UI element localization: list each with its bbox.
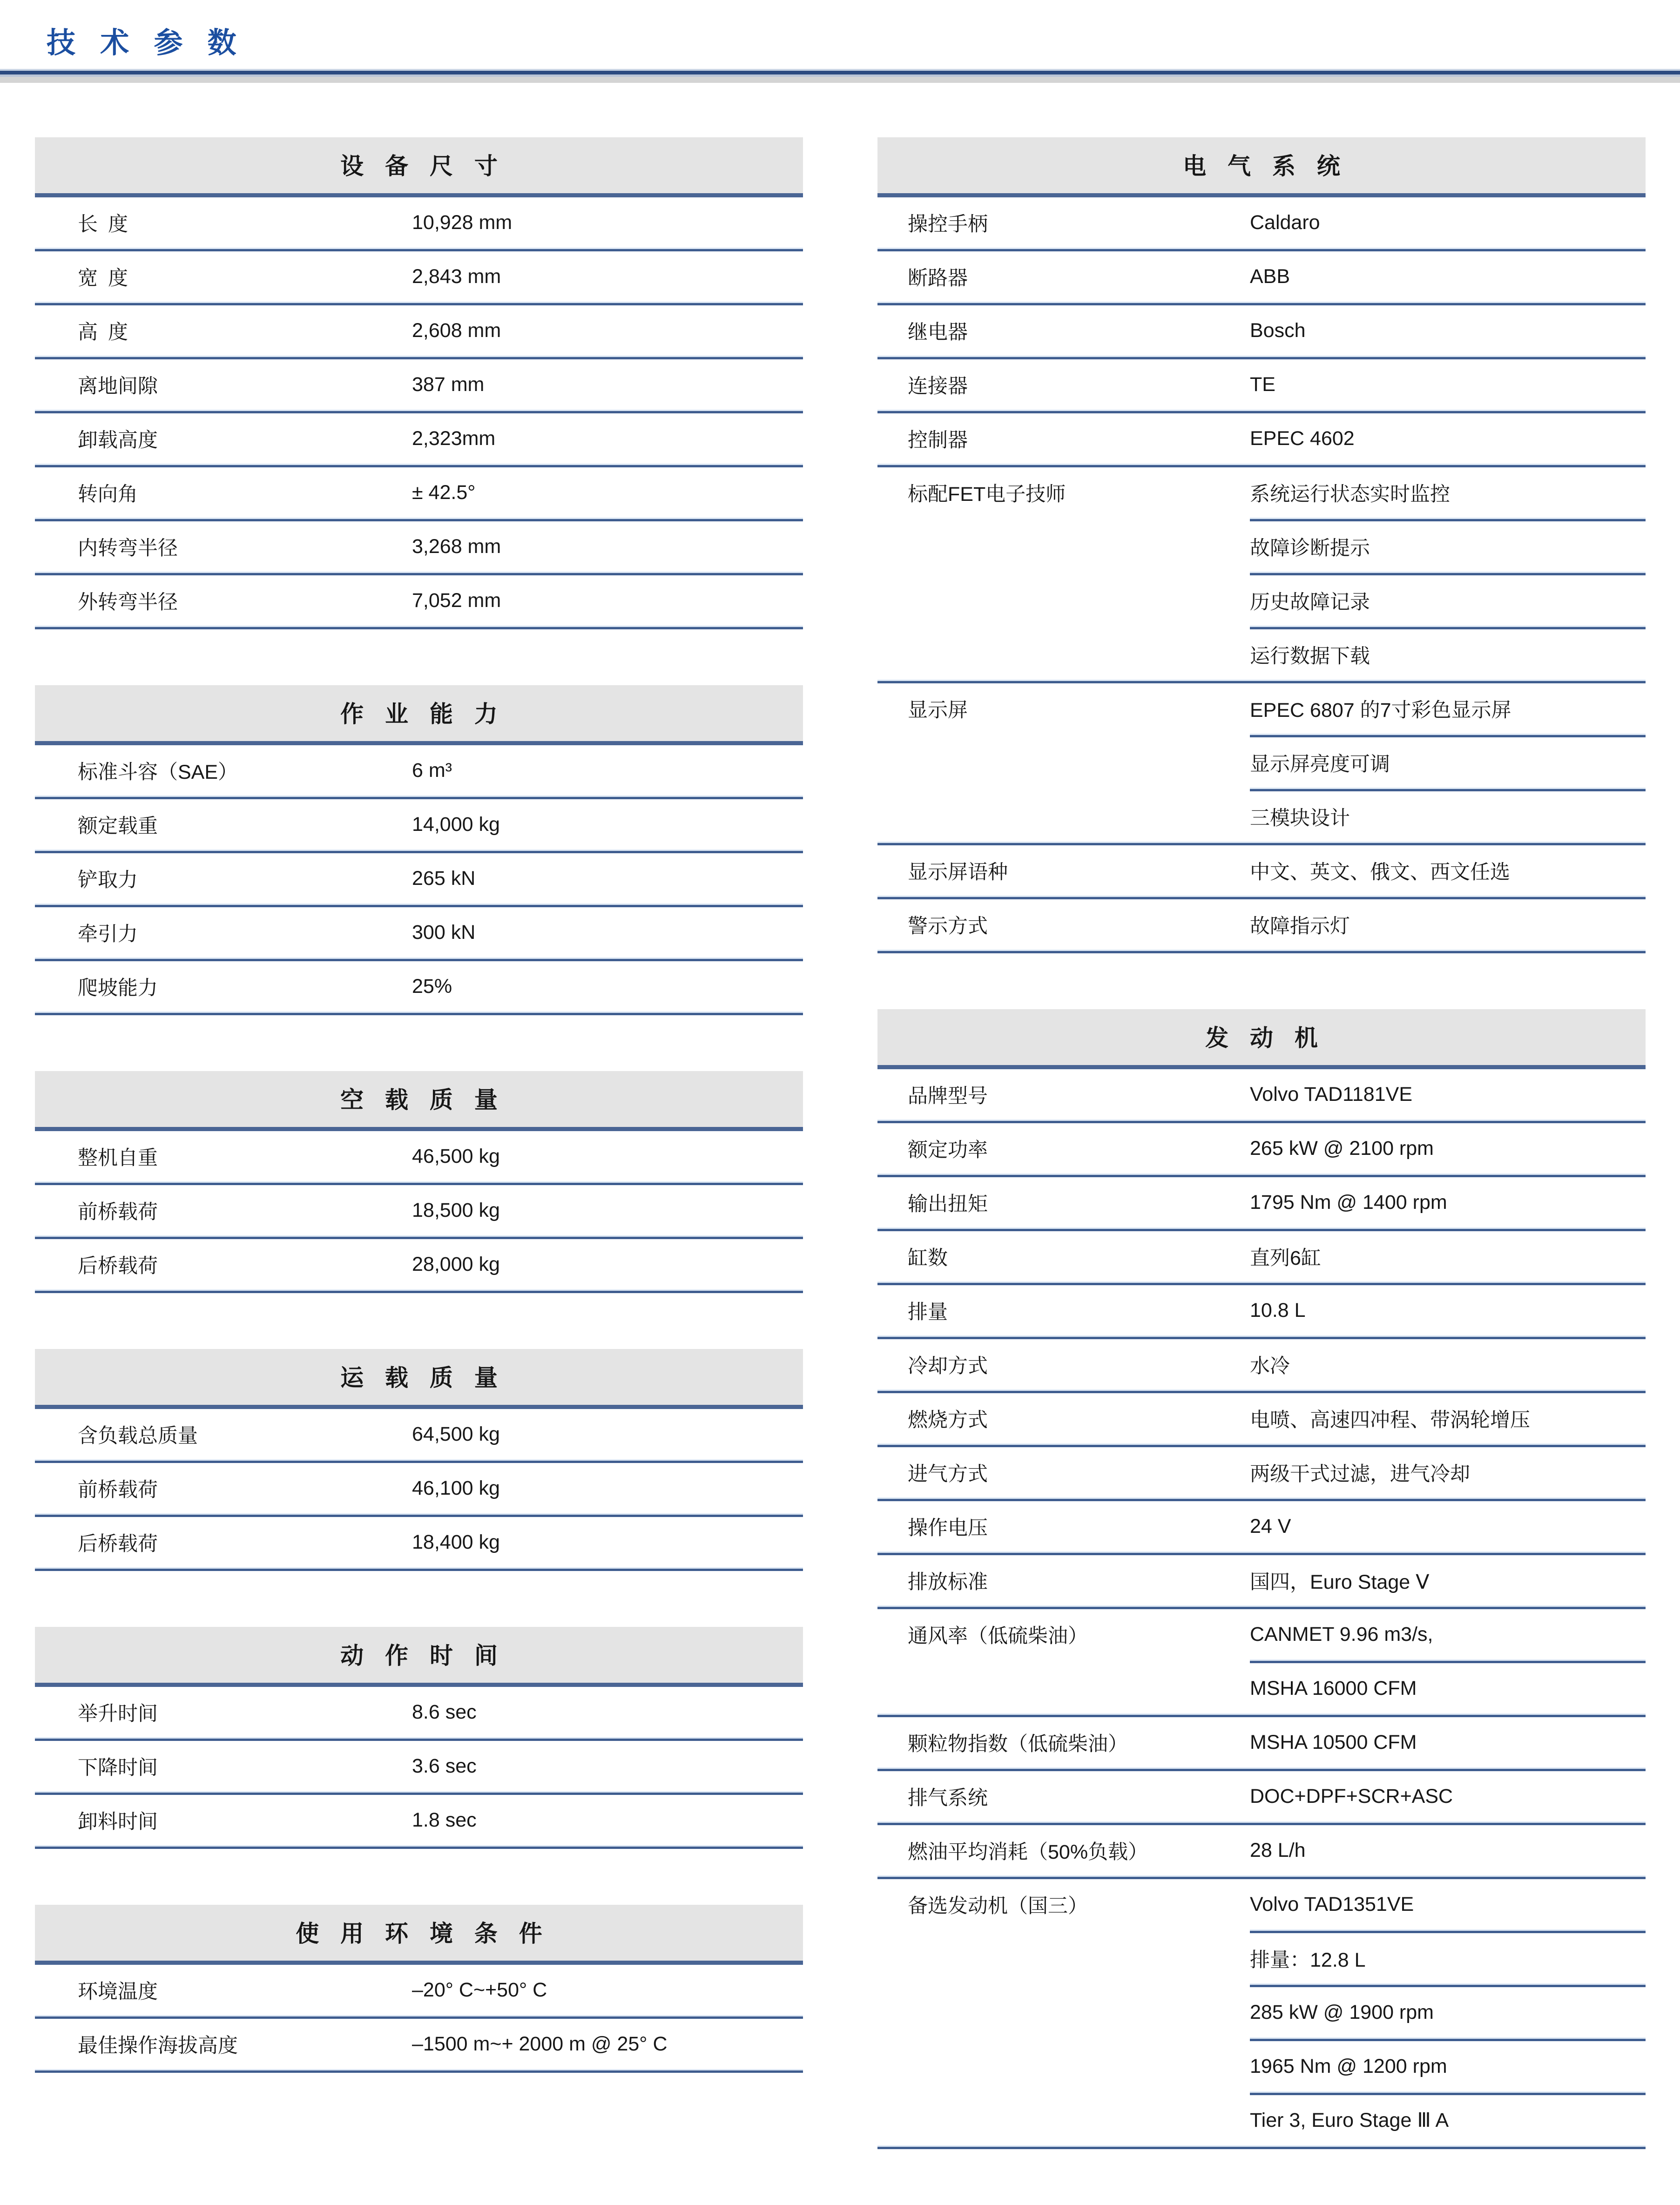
row-label: 燃油平均消耗（50%负载）: [908, 1841, 1148, 1863]
subrow-value: 285 kW @ 1900 rpm: [1250, 2001, 1434, 2023]
row-value: 1795 Nm @ 1400 rpm: [1250, 1191, 1447, 1214]
row-label: 燃烧方式: [908, 1409, 988, 1431]
row-label: 断路器: [908, 267, 968, 290]
section-title: 电 气 系 统: [1183, 153, 1348, 179]
row-value: EPEC 6807 的7寸彩色显示屏: [1250, 699, 1511, 722]
table-row: [877, 899, 1646, 950]
row-value: 3.6 sec: [412, 1754, 477, 1777]
subrow-value: 历史故障记录: [1250, 591, 1370, 614]
row-rule: [877, 896, 1646, 899]
row-value: Volvo TAD1351VE: [1250, 1893, 1414, 1915]
row-rule: [877, 1551, 1646, 1555]
sub-row-rule: [1250, 518, 1646, 521]
section-spacer: [35, 1293, 803, 1349]
row-label: 环境温度: [78, 1980, 158, 2003]
row-label: 转向角: [78, 483, 138, 506]
row-value: 64,500 kg: [412, 1423, 500, 1445]
section-title: 运 载 质 量: [340, 1365, 505, 1391]
page-title: 技 术 参 数: [47, 27, 245, 59]
row-label: 铲取力: [78, 869, 138, 891]
row-value: 系统运行状态实时监控: [1250, 483, 1450, 506]
row-value: 10,928 mm: [412, 211, 513, 234]
row-rule: [877, 1173, 1646, 1177]
table-subrow: [877, 521, 1646, 572]
section-spacer: [35, 1571, 803, 1627]
row-value: MSHA 10500 CFM: [1250, 1731, 1417, 1753]
table-row: [877, 1447, 1646, 1497]
row-label: 最佳操作海拔高度: [78, 2034, 238, 2057]
sub-row-rule: [1250, 1983, 1646, 1987]
table-subrow: [877, 575, 1646, 626]
header-rule: [35, 1405, 803, 1409]
row-value: ± 42.5°: [412, 481, 476, 504]
row-label: 品牌型号: [908, 1085, 988, 1107]
row-label: 连接器: [908, 375, 968, 398]
table-subrow: [877, 2041, 1646, 2091]
row-value: 46,500 kg: [412, 1145, 500, 1167]
row-value: 25%: [412, 975, 452, 998]
subrow-value: Tier 3, Euro Stage Ⅲ A: [1250, 2109, 1449, 2131]
table-row: [35, 799, 803, 850]
row-rule: [35, 1737, 803, 1741]
row-value: Volvo TAD1181VE: [1250, 1083, 1412, 1106]
table-row: [35, 521, 803, 572]
row-rule: [877, 1821, 1646, 1825]
row-value: 18,500 kg: [412, 1199, 500, 1221]
row-value: 6 m³: [412, 759, 452, 782]
row-rule: [877, 1227, 1646, 1231]
row-value: Caldaro: [1250, 211, 1320, 234]
row-label: 爬坡能力: [78, 977, 158, 999]
row-value: 7,052 mm: [412, 589, 501, 612]
right-column: [877, 0, 1646, 2205]
section-header-loaded-mass: [35, 1349, 803, 1405]
row-label: 卸载高度: [78, 429, 158, 452]
table-row: [877, 413, 1646, 464]
table-subrow: [877, 2095, 1646, 2145]
row-rule: [35, 850, 803, 853]
subrow-value: MSHA 16000 CFM: [1250, 1677, 1417, 1699]
row-value: 24 V: [1250, 1515, 1291, 1537]
row-value: –1500 m~+ 2000 m @ 25° C: [412, 2032, 668, 2055]
row-label: 外转弯半径: [78, 591, 178, 614]
row-label: 内转弯半径: [78, 537, 178, 560]
row-rule: [877, 2145, 1646, 2149]
section-spacer: [877, 2149, 1646, 2205]
row-label: 牵引力: [78, 923, 138, 945]
table-subrow: [877, 791, 1646, 842]
row-rule: [877, 1713, 1646, 1717]
table-row: [35, 1131, 803, 1181]
row-label: 后桥载荷: [78, 1254, 158, 1277]
row-value: 10.8 L: [1250, 1299, 1306, 1322]
table-row: [877, 251, 1646, 302]
row-label: 标准斗容（SAE）: [78, 761, 238, 783]
table-row: [35, 745, 803, 796]
row-rule: [35, 1181, 803, 1185]
row-rule: [35, 2015, 803, 2019]
sub-row-rule: [1250, 734, 1646, 737]
table-row: [35, 359, 803, 410]
row-label: 整机自重: [78, 1146, 158, 1169]
table-row: [35, 1239, 803, 1289]
row-value: 46,100 kg: [412, 1477, 500, 1499]
row-rule: [877, 1335, 1646, 1339]
row-label: 显示屏: [908, 699, 968, 722]
row-label: 卸料时间: [78, 1810, 158, 1833]
table-row: [35, 961, 803, 1011]
section-title: 作 业 能 力: [340, 701, 505, 727]
table-row: [35, 1185, 803, 1235]
row-label: 警示方式: [908, 915, 988, 937]
table-row: [877, 1879, 1646, 1929]
row-value: 1.8 sec: [412, 1808, 477, 1831]
row-value: 28,000 kg: [412, 1253, 500, 1275]
row-rule: [877, 1119, 1646, 1123]
row-rule: [35, 1235, 803, 1239]
row-value: DOC+DPF+SCR+ASC: [1250, 1785, 1453, 1807]
row-value: 2,608 mm: [412, 319, 501, 342]
row-value: 2,843 mm: [412, 265, 501, 288]
row-rule: [35, 2069, 803, 2073]
row-label: 宽度: [78, 267, 138, 290]
row-rule: [35, 248, 803, 251]
row-rule: [35, 1567, 803, 1571]
table-row: [35, 197, 803, 248]
section-spacer: [877, 953, 1646, 1009]
row-value: Bosch: [1250, 319, 1306, 342]
row-rule: [35, 464, 803, 467]
header-rule: [35, 741, 803, 745]
table-row: [877, 683, 1646, 734]
row-rule: [877, 248, 1646, 251]
table-row: [877, 197, 1646, 248]
row-label: 后桥载荷: [78, 1532, 158, 1555]
row-rule: [877, 410, 1646, 413]
row-rule: [35, 1289, 803, 1293]
row-value: EPEC 4602: [1250, 427, 1355, 450]
table-row: [877, 1339, 1646, 1389]
table-row: [35, 1687, 803, 1737]
section-working-capacity: [35, 685, 803, 1015]
row-value: 265 kW @ 2100 rpm: [1250, 1137, 1434, 1160]
header-rule: [877, 193, 1646, 197]
table-subrow: [877, 1987, 1646, 2037]
table-row: [877, 1285, 1646, 1335]
section-spacer: [35, 1849, 803, 1905]
table-subrow: [877, 1933, 1646, 1983]
row-rule: [35, 302, 803, 305]
row-value: 2,323mm: [412, 427, 496, 450]
row-label: 举升时间: [78, 1702, 158, 1725]
row-value: 电喷、高速四冲程、带涡轮增压: [1250, 1409, 1530, 1431]
row-value: 3,268 mm: [412, 535, 501, 558]
table-row: [35, 305, 803, 356]
row-label: 操作电压: [908, 1517, 988, 1539]
row-rule: [35, 356, 803, 359]
table-row: [35, 1517, 803, 1567]
sub-row-rule: [1250, 626, 1646, 629]
row-label: 离地间隙: [78, 375, 158, 398]
row-rule: [35, 572, 803, 575]
row-value: CANMET 9.96 m3/s,: [1250, 1623, 1433, 1645]
table-row: [877, 1771, 1646, 1821]
row-label: 高度: [78, 321, 138, 344]
row-label: 冷却方式: [908, 1355, 988, 1377]
sub-row-rule: [1250, 2091, 1646, 2095]
row-label: 额定功率: [908, 1139, 988, 1161]
table-row: [877, 1717, 1646, 1767]
row-rule: [877, 1443, 1646, 1447]
sub-row-rule: [1250, 1929, 1646, 1933]
table-row: [35, 1741, 803, 1791]
row-value: 8.6 sec: [412, 1700, 477, 1723]
row-label: 备选发动机（国三）: [908, 1895, 1088, 1917]
row-value: 387 mm: [412, 373, 485, 396]
table-row: [877, 1231, 1646, 1281]
row-rule: [35, 1459, 803, 1463]
row-label: 前桥载荷: [78, 1200, 158, 1223]
row-rule: [877, 680, 1646, 683]
table-row: [877, 1069, 1646, 1119]
section-electrical-system: [877, 137, 1646, 953]
row-label: 下降时间: [78, 1756, 158, 1779]
row-value: –20° C~+50° C: [412, 1978, 547, 2001]
row-rule: [877, 464, 1646, 467]
row-rule: [35, 1845, 803, 1849]
header-rule: [35, 1127, 803, 1131]
row-value: 故障指示灯: [1250, 915, 1350, 937]
row-label: 前桥载荷: [78, 1478, 158, 1501]
row-label: 控制器: [908, 429, 968, 452]
table-row: [35, 1463, 803, 1513]
row-rule: [35, 626, 803, 629]
table-row: [35, 467, 803, 518]
row-label: 排放标准: [908, 1571, 988, 1593]
row-value: 国四，Euro Stage Ⅴ: [1250, 1571, 1430, 1593]
sub-row-rule: [1250, 572, 1646, 575]
row-label: 缸数: [908, 1247, 948, 1269]
row-rule: [877, 1497, 1646, 1501]
subrow-value: 1965 Nm @ 1200 rpm: [1250, 2055, 1447, 2077]
table-row: [877, 305, 1646, 356]
section-title: 使 用 环 境 条 件: [296, 1921, 550, 1947]
row-rule: [877, 356, 1646, 359]
sub-row-rule: [1250, 788, 1646, 791]
row-rule: [35, 1513, 803, 1517]
row-value: TE: [1250, 373, 1275, 396]
section-header-engine: [877, 1009, 1646, 1065]
subrow-value: 运行数据下载: [1250, 645, 1370, 668]
row-label: 颗粒物指数（低硫柴油）: [908, 1733, 1128, 1755]
table-row: [877, 1501, 1646, 1551]
section-loaded-mass: [35, 1349, 803, 1571]
row-value: 300 kN: [412, 921, 476, 944]
row-label: 排量: [908, 1301, 948, 1323]
table-subrow: [877, 737, 1646, 788]
row-label: 排气系统: [908, 1787, 988, 1809]
section-title: 动 作 时 间: [340, 1643, 505, 1669]
row-value: 265 kN: [412, 867, 476, 890]
row-rule: [35, 1011, 803, 1015]
row-value: ABB: [1250, 265, 1290, 288]
row-label: 输出扭矩: [908, 1193, 988, 1215]
section-title: 空 载 质 量: [340, 1087, 505, 1113]
row-rule: [877, 1767, 1646, 1771]
row-rule: [877, 1875, 1646, 1879]
subrow-value: 显示屏亮度可调: [1250, 753, 1390, 775]
section-cycle-times: [35, 1627, 803, 1849]
row-label: 继电器: [908, 321, 968, 344]
table-row: [35, 853, 803, 904]
row-value: 两级干式过滤，进气冷却: [1250, 1463, 1470, 1485]
row-label: 显示屏语种: [908, 861, 1008, 883]
subrow-value: 故障诊断提示: [1250, 537, 1370, 560]
row-rule: [877, 1281, 1646, 1285]
section-spacer: [35, 1015, 803, 1071]
table-row: [35, 1965, 803, 2015]
subrow-value: 排量：12.8 L: [1250, 1949, 1366, 1971]
row-rule: [877, 1389, 1646, 1393]
table-row: [877, 1555, 1646, 1605]
section-title: 设 备 尺 寸: [340, 153, 505, 179]
table-subrow: [877, 1663, 1646, 1713]
row-label: 长度: [78, 213, 138, 236]
subrow-value: 三模块设计: [1250, 807, 1350, 829]
table-row: [877, 1177, 1646, 1227]
section-header-operating-conditions: [35, 1905, 803, 1961]
table-row: [877, 1609, 1646, 1659]
row-label: 标配FET电子技师: [908, 483, 1066, 506]
section-operating-conditions: [35, 1905, 803, 2073]
row-label: 通风率（低硫柴油）: [908, 1625, 1088, 1647]
section-unloaded-mass: [35, 1071, 803, 1293]
section-engine: [877, 1009, 1646, 2149]
row-rule: [877, 1605, 1646, 1609]
row-value: 中文、英文、俄文、西文任选: [1250, 861, 1510, 883]
row-rule: [35, 518, 803, 521]
header-rule: [35, 193, 803, 197]
row-label: 进气方式: [908, 1463, 988, 1485]
row-rule: [35, 796, 803, 799]
header-rule: [877, 1065, 1646, 1069]
section-header-unloaded-mass: [35, 1071, 803, 1127]
section-header-electrical-system: [877, 137, 1646, 193]
table-row: [877, 1393, 1646, 1443]
row-value: 直列6缸: [1250, 1247, 1321, 1269]
table-row: [35, 907, 803, 958]
row-rule: [877, 302, 1646, 305]
sub-row-rule: [1250, 1659, 1646, 1663]
table-subrow: [877, 629, 1646, 680]
row-rule: [35, 958, 803, 961]
section-header-working-capacity: [35, 685, 803, 741]
section-spacer: [35, 629, 803, 685]
section-header-equipment-dimensions: [35, 137, 803, 193]
header-rule: [35, 1683, 803, 1687]
section-header-cycle-times: [35, 1627, 803, 1683]
row-rule: [35, 904, 803, 907]
section-equipment-dimensions: [35, 137, 803, 629]
row-label: 操控手柄: [908, 213, 988, 236]
header-rule: [35, 1961, 803, 1965]
table-row: [35, 413, 803, 464]
section-title: 发 动 机: [1205, 1025, 1325, 1051]
table-row: [877, 467, 1646, 518]
table-row: [35, 1409, 803, 1459]
table-row: [35, 2019, 803, 2069]
table-row: [35, 575, 803, 626]
table-row: [877, 1123, 1646, 1173]
table-row: [35, 1795, 803, 1845]
row-label: 额定载重: [78, 815, 158, 837]
row-rule: [35, 1791, 803, 1795]
table-row: [877, 1825, 1646, 1875]
row-rule: [877, 950, 1646, 953]
row-rule: [35, 410, 803, 413]
table-row: [35, 251, 803, 302]
table-row: [877, 845, 1646, 896]
section-spacer: [35, 2073, 803, 2129]
row-value: 水冷: [1250, 1355, 1290, 1377]
row-value: 14,000 kg: [412, 813, 500, 836]
table-row: [877, 359, 1646, 410]
row-value: 18,400 kg: [412, 1531, 500, 1553]
sub-row-rule: [1250, 2037, 1646, 2041]
row-label: 含负载总质量: [78, 1424, 198, 1447]
row-rule: [877, 842, 1646, 845]
left-column: [35, 0, 803, 2129]
row-value: 28 L/h: [1250, 1839, 1306, 1861]
